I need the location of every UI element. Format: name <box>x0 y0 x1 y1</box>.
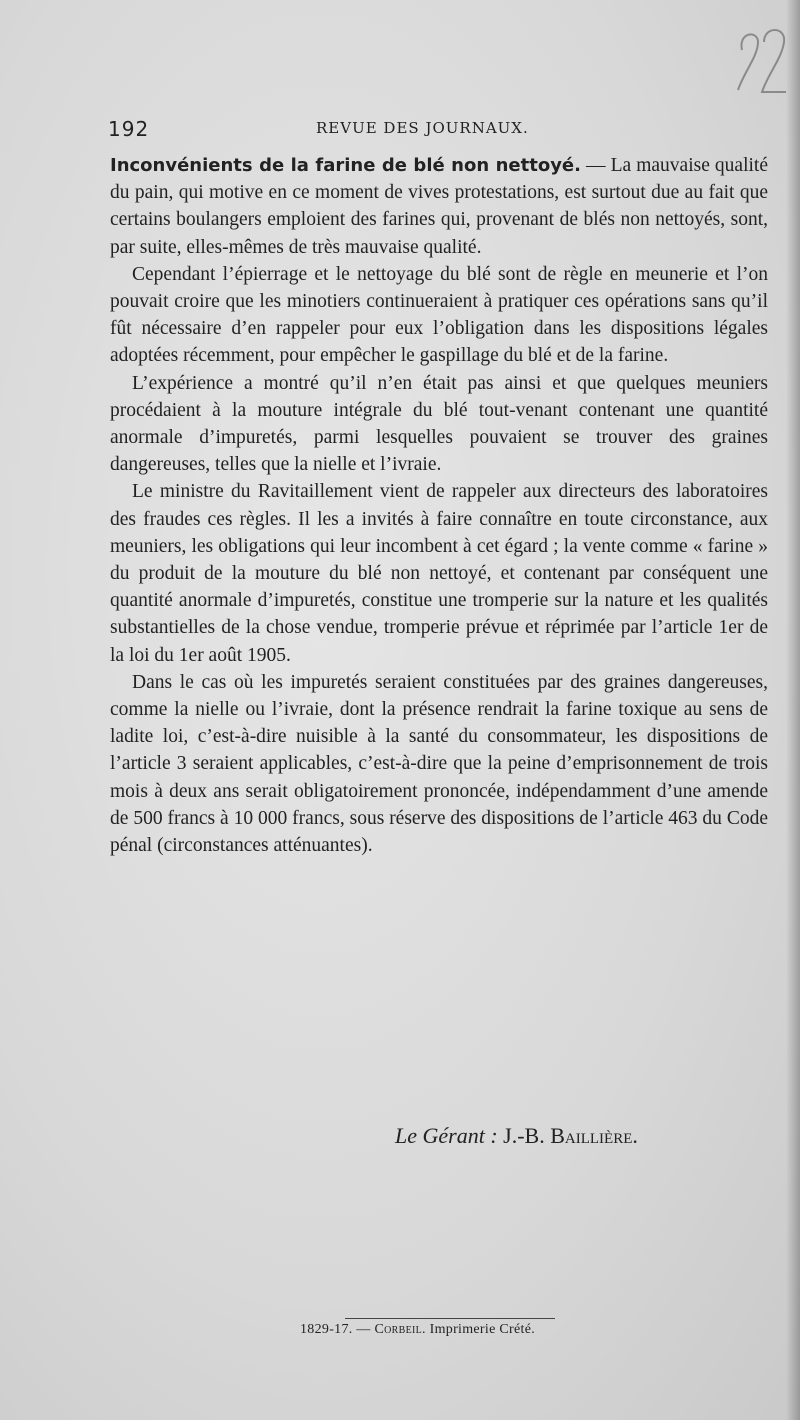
running-title: REVUE DES JOURNAUX. <box>316 119 529 137</box>
footer-rule <box>345 1318 555 1319</box>
article-paragraph-4: Le ministre du Ravitaillement vient de rappeler aux directeurs des laboratoires des fraudes ces règles. Il les a invités à faire connaître en toute circonstance, aux meuniers, les obligations qui leur incombent à cet égard ; la vente comme « farine » du produit de la mouture du blé non nettoyé, et contenant par conséquent une quantité anormale d’impuretés, constitue une tromperie sur la nature et les qualités substantielles de la chose vendue, tromperie prévue et réprimée par l’article 1er de la loi du 1er août 1905. <box>110 481 768 666</box>
article-paragraph-2: Cependant l’épierrage et le nettoyage du blé sont de règle en meunerie et l’on pouvait croire que les minotiers continueraient à pratiquer ces opérations sans qu’il fût nécessaire d’en rappeler pour eux l’obligation dans les dispositions légales adoptées récemment, pour empêcher le gaspillage du blé et de la farine. <box>110 263 768 367</box>
page-edge-shadow <box>786 0 800 1420</box>
signature-name: J.-B. Baillière. <box>503 1123 638 1148</box>
article-paragraph-1 <box>110 152 768 261</box>
signature-label: Le Gérant : <box>395 1123 498 1148</box>
paragraph-text: La mauvaise qualité du pain, qui motive en ce moment de vives protestations, est surtout due au fait que certains boulangers emploient des farines qui, provenant de blés non nettoyés, sont, par suite, elles-mêmes de très mauvaise qualité. <box>110 155 768 258</box>
printer-colophon <box>300 1322 640 1338</box>
handwritten-page-number <box>724 12 794 112</box>
article-body <box>110 152 768 859</box>
print-place: Corbeil. <box>374 1322 426 1337</box>
article-title: Inconvénients de la farine de blé non nettoyé. <box>110 155 581 176</box>
article-paragraph-5: Dans le cas où les impuretés seraient constituées par des graines dangereuses, comme la nielle ou l’ivraie, dont la présence rendrait la farine toxique au sens de ladite loi, c’est-à-dire nuisible à la santé du consommateur, les dispositions de l’article 3 seraient applicables, c’est-à-dire que la peine d’emprisonnement de trois mois à deux ans serait obligatoirement prononcée, indépendamment d’une amende de 500 francs à 10 000 francs, sous réserve des dispositions de l’article 463 du Code pénal (circonstances atténuantes). <box>110 671 768 857</box>
article-paragraph-3: L’expérience a montré qu’il n’en était pas ainsi et que quelques meuniers procédaient à la mouture intégrale du blé tout-venant contenant une quantité anormale d’impuretés, parmi lesquelles pouvaient se trouver des graines dangereuses, telles que la nielle et l’ivraie. <box>110 372 768 476</box>
colophon-dash: — <box>352 1322 375 1337</box>
running-head <box>108 117 768 141</box>
printer-name: Imprimerie Crété. <box>425 1322 536 1337</box>
print-code: 1829-17. <box>300 1322 353 1337</box>
signature-line <box>395 1123 775 1149</box>
page-number: 192 <box>108 117 150 141</box>
title-dash: — <box>580 155 611 176</box>
